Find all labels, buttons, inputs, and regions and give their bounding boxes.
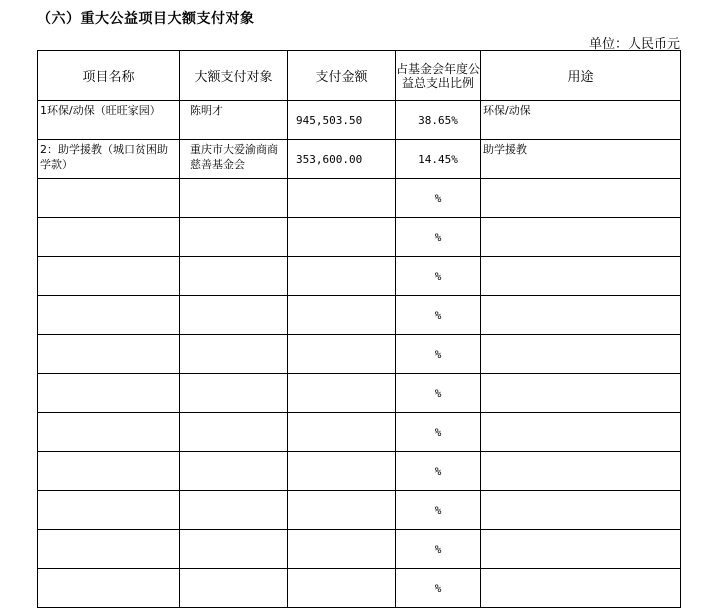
table-row: [38, 335, 681, 374]
cell-project-name: [38, 374, 180, 413]
cell-project-name: [38, 218, 180, 257]
table-row: [38, 569, 681, 608]
cell-percent: 14.45%: [396, 140, 481, 179]
cell-use: [481, 491, 681, 530]
table-row: [38, 218, 681, 257]
cell-percent: 38.65%: [396, 101, 481, 140]
cell-project-name: [38, 179, 180, 218]
header-use: 用途: [481, 51, 681, 101]
table-row: [38, 530, 681, 569]
cell-percent: %: [396, 413, 481, 452]
cell-amount: [288, 413, 396, 452]
cell-use: 环保/动保: [481, 101, 681, 140]
payment-table: [37, 50, 681, 608]
cell-amount: [288, 296, 396, 335]
cell-amount: [288, 218, 396, 257]
cell-payee: [180, 569, 288, 608]
cell-project-name: [38, 452, 180, 491]
cell-amount: [288, 335, 396, 374]
cell-project-name: [38, 296, 180, 335]
cell-amount: 945,503.50: [288, 101, 396, 140]
cell-project-name: 2：助学援教（城口贫困助学款）: [38, 140, 180, 179]
cell-percent: %: [396, 374, 481, 413]
cell-percent: %: [396, 179, 481, 218]
cell-amount: [288, 257, 396, 296]
cell-payee: [180, 179, 288, 218]
cell-amount: [288, 452, 396, 491]
cell-amount: [288, 374, 396, 413]
cell-percent: %: [396, 335, 481, 374]
cell-percent: %: [396, 530, 481, 569]
cell-payee: [180, 218, 288, 257]
cell-use: [481, 179, 681, 218]
cell-project-name: [38, 569, 180, 608]
cell-use: [481, 413, 681, 452]
header-amount: 支付金额: [288, 51, 396, 101]
cell-payee: [180, 530, 288, 569]
table-row: [38, 101, 681, 140]
cell-amount: [288, 569, 396, 608]
cell-use: 助学援教: [481, 140, 681, 179]
cell-payee: [180, 296, 288, 335]
currency-unit-label: 单位：人民币元: [588, 37, 680, 52]
cell-project-name: [38, 257, 180, 296]
cell-percent: %: [396, 296, 481, 335]
cell-project-name: [38, 530, 180, 569]
cell-project-name: [38, 491, 180, 530]
cell-amount: [288, 530, 396, 569]
cell-payee: 重庆市大爱渝商商慈善基金会: [180, 140, 288, 179]
table-row: [38, 491, 681, 530]
cell-percent: %: [396, 257, 481, 296]
cell-use: [481, 335, 681, 374]
cell-use: [481, 296, 681, 335]
section-title: （六）重大公益项目大额支付对象: [37, 11, 255, 27]
table-header-row: [38, 51, 681, 101]
cell-payee: [180, 335, 288, 374]
cell-use: [481, 218, 681, 257]
header-payee: 大额支付对象: [180, 51, 288, 101]
cell-payee: [180, 491, 288, 530]
cell-amount: 353,600.00: [288, 140, 396, 179]
cell-percent: %: [396, 218, 481, 257]
cell-payee: [180, 452, 288, 491]
table-row: [38, 179, 681, 218]
table-row: [38, 413, 681, 452]
cell-use: [481, 257, 681, 296]
table-row: [38, 140, 681, 179]
cell-use: [481, 452, 681, 491]
cell-payee: 陈明才: [180, 101, 288, 140]
cell-amount: [288, 491, 396, 530]
header-project-name: 项目名称: [38, 51, 180, 101]
cell-payee: [180, 374, 288, 413]
cell-project-name: [38, 335, 180, 374]
table-body: [38, 101, 681, 608]
cell-use: [481, 530, 681, 569]
cell-use: [481, 374, 681, 413]
table-row: [38, 374, 681, 413]
cell-payee: [180, 413, 288, 452]
table-row: [38, 296, 681, 335]
table-row: [38, 257, 681, 296]
cell-percent: %: [396, 569, 481, 608]
cell-percent: %: [396, 452, 481, 491]
cell-project-name: [38, 413, 180, 452]
cell-project-name: 1环保/动保（旺旺家园）: [38, 101, 180, 140]
header-ratio: 占基金会年度公益总支出比例: [396, 51, 481, 101]
cell-payee: [180, 257, 288, 296]
cell-percent: %: [396, 491, 481, 530]
table-row: [38, 452, 681, 491]
cell-use: [481, 569, 681, 608]
cell-amount: [288, 179, 396, 218]
